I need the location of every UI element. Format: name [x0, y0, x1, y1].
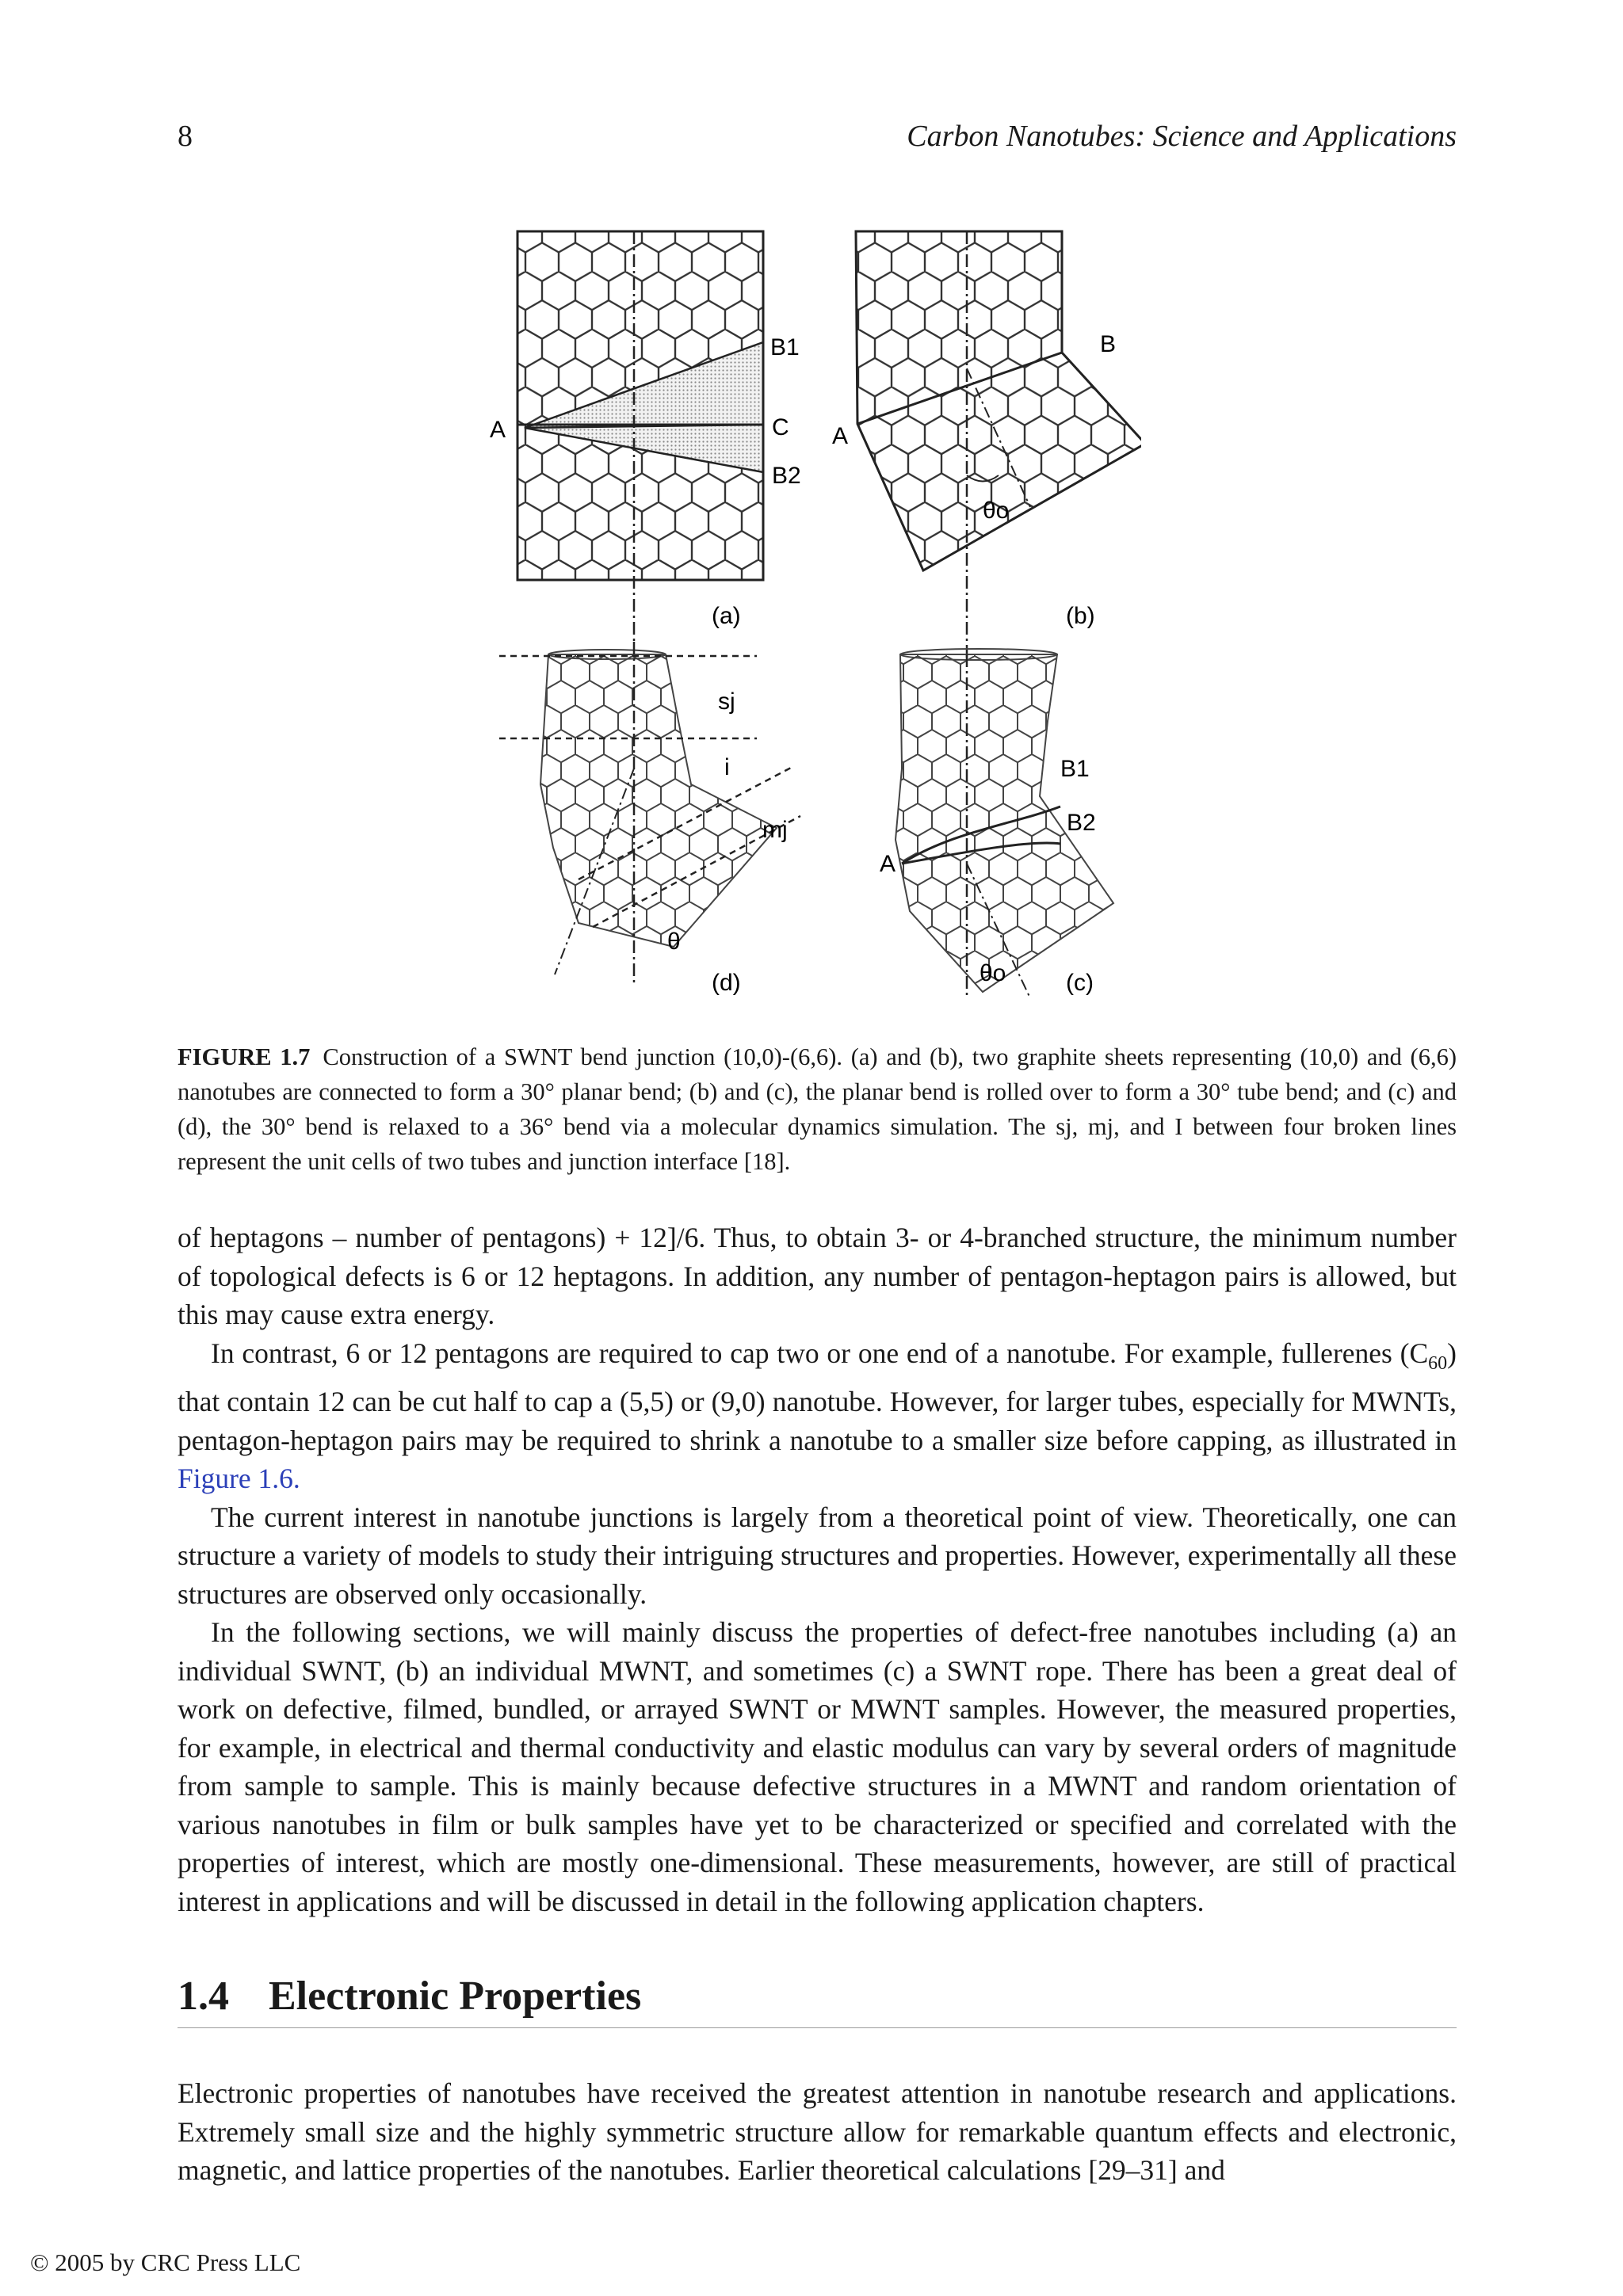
- body-text: [178, 1219, 1457, 1920]
- label-d-mj: mj: [762, 817, 788, 843]
- label-b-panel: (b): [1066, 603, 1095, 629]
- label-c-B2: B2: [1067, 810, 1096, 836]
- label-c-A: A: [880, 851, 896, 877]
- label-c-panel: (c): [1066, 970, 1094, 996]
- label-a-B2: B2: [772, 463, 801, 489]
- panel-a: [490, 231, 801, 642]
- panel-c: [880, 649, 1125, 998]
- copyright: © 2005 by CRC Press LLC: [30, 2248, 301, 2276]
- figure-1-6-link[interactable]: Figure 1.6.: [178, 1463, 300, 1495]
- label-c-B1: B1: [1060, 756, 1090, 782]
- label-d-panel: (d): [712, 970, 741, 996]
- figure-caption-label: FIGURE 1.7: [178, 1043, 311, 1070]
- paragraph-2-start: In contrast, 6 or 12 pentagons are required to cap two or one end of a nanotube. For example, fullerenes (C: [211, 1337, 1429, 1369]
- label-d-sj: sj: [718, 688, 735, 715]
- page-number: 8: [178, 120, 193, 153]
- label-a-A: A: [490, 417, 506, 443]
- paragraph-4: In the following sections, we will mainly discuss the properties of defect-free nanotubes including (a) an individual SWNT, (b) an individual MWNT, and sometimes (c) a SWNT rope. There has been a great deal of work on defective, filmed, bundled, or arrayed SWNT or MWNT samples. However, the measured properties, for example, in electrical and thermal conductivity and elastic modulus can vary by several orders of magnitude from sample to sample. This is mainly because defective structures in a MWNT and random orientation of various nanotubes in film or bulk samples have yet to be characterized or specified and correlated with the properties of interest, which are mostly one-dimensional. These measurements, however, are still of practical interest in applications and will be discussed in detail in the following application chapters.: [178, 1616, 1457, 1917]
- panel-d: [499, 642, 800, 996]
- figure-caption: [178, 1039, 1457, 1179]
- paragraph-2: [178, 1334, 1457, 1498]
- figure-swnt-bend-junction: [475, 214, 1141, 1014]
- label-d-theta: θ: [667, 929, 681, 955]
- paragraph-3: The current interest in nanotube junctions is largely from a theoretical point of view. Theoretically, one can structure a variety of models to study their intriguing structures and properties. However, experimentally all these structures are observed only occasionally.: [178, 1501, 1457, 1610]
- section-paragraph-1: Electronic properties of nanotubes have received the greatest attention in nanotube research and applications. Extremely small size and the highly symmetric structure allow for remarkable quantum effects and electronic, magnetic, and lattice properties of the nanotubes. Earlier theoretical calculations [29–31] and: [178, 2077, 1457, 2186]
- label-b-theta: θo: [983, 498, 1010, 524]
- label-a-C: C: [772, 414, 789, 441]
- paragraph-2-middle: ) that contain 12 can be cut half to cap a (5,5) or (9,0) nanotube. However, for larger tubes, especially for MWNTs, pentagon-heptagon pairs may be required to shrink a nanotube to a smaller size before capping, as illustrated in: [178, 1337, 1457, 1456]
- c60-subscript: 60: [1428, 1352, 1448, 1374]
- section-heading: [178, 1973, 1457, 2028]
- label-c-theta: θo: [980, 960, 1006, 986]
- paragraph-1: of heptagons – number of pentagons) + 12]/6. Thus, to obtain 3- or 4-branched structure, the minimum number of topological defects is 6 or 12 heptagons. In addition, any number of pentagon-heptagon pairs is allowed, but this may cause extra energy.: [178, 1222, 1457, 1330]
- section-title: Electronic Properties: [269, 1974, 642, 2019]
- running-title: Carbon Nanotubes: Science and Applications: [907, 120, 1457, 153]
- label-b-A: A: [832, 423, 849, 449]
- panel-b: [832, 231, 1141, 658]
- section-number: 1.4: [178, 1974, 229, 2019]
- section-body: [178, 2074, 1457, 2190]
- label-d-i: i: [724, 754, 730, 780]
- label-a-panel: (a): [712, 603, 741, 629]
- label-b-B: B: [1100, 331, 1117, 357]
- figure-caption-text: Construction of a SWNT bend junction (10,0)-(6,6). (a) and (b), two graphite sheets representing (10,0) and (6,6) nanotubes are connected to form a 30° planar bend; (b) and (c), the planar bend is rolled over to form a 30° tube bend; and (c) and (d), the 30° bend is relaxed to a 36° bend via a molecular dynamics simulation. The sj, mj, and I between four broken lines represent the unit cells of two tubes and junction interface [18].: [178, 1043, 1457, 1175]
- label-a-B1: B1: [770, 334, 800, 360]
